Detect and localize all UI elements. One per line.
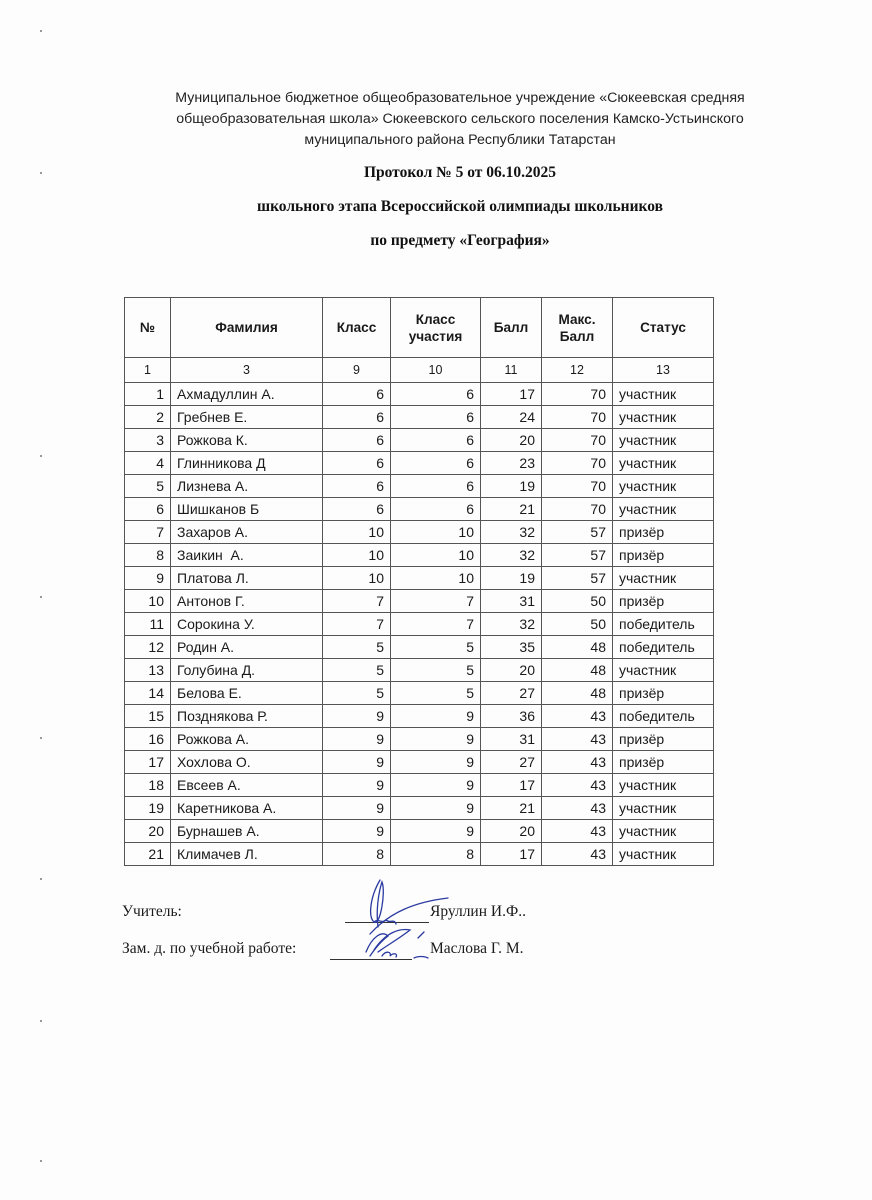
cell-number: 3 [125,429,171,452]
cell-max-score: 43 [542,797,613,820]
cell-score: 17 [481,843,542,866]
cell-status: участник [613,797,714,820]
col-index: 1 [125,358,171,383]
cell-max-score: 48 [542,682,613,705]
cell-participation-class: 6 [391,406,481,429]
scan-speck [40,172,42,174]
cell-class: 7 [323,613,391,636]
col-index: 10 [391,358,481,383]
cell-status: участник [613,406,714,429]
cell-participation-class: 10 [391,521,481,544]
scan-speck [40,596,42,598]
cell-max-score: 48 [542,636,613,659]
cell-participation-class: 9 [391,797,481,820]
cell-participation-class: 5 [391,682,481,705]
cell-surname: Гребнев Е. [171,406,323,429]
cell-status: победитель [613,613,714,636]
cell-number: 17 [125,751,171,774]
cell-participation-class: 6 [391,475,481,498]
protocol-title: Протокол № 5 от 06.10.2025 [363,164,557,181]
cell-number: 2 [125,406,171,429]
cell-status: призёр [613,682,714,705]
cell-score: 31 [481,728,542,751]
cell-number: 9 [125,567,171,590]
cell-number: 19 [125,797,171,820]
cell-number: 11 [125,613,171,636]
cell-max-score: 43 [542,820,613,843]
cell-score: 36 [481,705,542,728]
cell-number: 14 [125,682,171,705]
cell-surname: Родин А. [171,636,323,659]
cell-max-score: 70 [542,452,613,475]
col-header-class: Класс [323,298,391,358]
cell-number: 13 [125,659,171,682]
cell-surname: Сорокина У. [171,613,323,636]
col-index: 12 [542,358,613,383]
cell-surname: Антонов Г. [171,590,323,613]
cell-surname: Каретникова А. [171,797,323,820]
cell-max-score: 70 [542,383,613,406]
cell-max-score: 48 [542,659,613,682]
cell-score: 23 [481,452,542,475]
cell-score: 24 [481,406,542,429]
cell-max-score: 43 [542,751,613,774]
cell-surname: Захаров А. [171,521,323,544]
cell-surname: Белова Е. [171,682,323,705]
column-index-row [125,358,714,383]
cell-surname: Евсеев А. [171,774,323,797]
col-header-participation-class-label: Класс участия [408,311,463,344]
cell-status: участник [613,659,714,682]
cell-number: 21 [125,843,171,866]
cell-class: 10 [323,567,391,590]
cell-participation-class: 9 [391,774,481,797]
table-row [125,659,714,682]
cell-status: участник [613,498,714,521]
cell-max-score: 70 [542,475,613,498]
cell-status: победитель [613,705,714,728]
cell-number: 5 [125,475,171,498]
cell-status: участник [613,820,714,843]
cell-participation-class: 7 [391,613,481,636]
cell-score: 21 [481,498,542,521]
cell-status: призёр [613,521,714,544]
results-table [124,297,714,866]
cell-participation-class: 6 [391,383,481,406]
cell-number: 1 [125,383,171,406]
deputy-label: Зам. д. по учебной работе: [122,940,297,957]
cell-surname: Климачев Л. [171,843,323,866]
cell-status: призёр [613,751,714,774]
cell-participation-class: 5 [391,636,481,659]
cell-class: 7 [323,590,391,613]
table-row [125,544,714,567]
table-row [125,475,714,498]
col-header-score: Балл [481,298,542,358]
table-header-row [125,298,714,358]
cell-score: 20 [481,820,542,843]
cell-participation-class: 9 [391,705,481,728]
cell-score: 19 [481,567,542,590]
cell-score: 17 [481,383,542,406]
col-index: 3 [171,358,323,383]
subject-line: по предмету «География» [370,232,550,249]
cell-participation-class: 7 [391,590,481,613]
cell-surname: Заикин А. [171,544,323,567]
cell-score: 21 [481,797,542,820]
cell-class: 5 [323,659,391,682]
handwritten-signature-icon [330,872,450,972]
table-row [125,751,714,774]
scan-speck [40,1160,42,1162]
cell-status: призёр [613,590,714,613]
cell-score: 31 [481,590,542,613]
cell-number: 10 [125,590,171,613]
cell-surname: Платова Л. [171,567,323,590]
cell-participation-class: 6 [391,452,481,475]
table-row [125,797,714,820]
cell-score: 27 [481,751,542,774]
cell-score: 27 [481,682,542,705]
cell-surname: Рожкова А. [171,728,323,751]
cell-max-score: 43 [542,705,613,728]
cell-score: 20 [481,659,542,682]
cell-max-score: 70 [542,498,613,521]
table-row [125,452,714,475]
table-row [125,567,714,590]
cell-max-score: 57 [542,544,613,567]
cell-surname: Шишканов Б [171,498,323,521]
cell-class: 9 [323,751,391,774]
cell-class: 10 [323,521,391,544]
cell-number: 4 [125,452,171,475]
cell-participation-class: 9 [391,820,481,843]
scan-speck [40,455,42,457]
col-index: 13 [613,358,714,383]
table-row [125,406,714,429]
table-row [125,705,714,728]
cell-score: 17 [481,774,542,797]
table-row [125,429,714,452]
cell-status: участник [613,452,714,475]
cell-status: победитель [613,636,714,659]
cell-class: 6 [323,383,391,406]
scan-speck [40,1020,42,1022]
cell-score: 32 [481,521,542,544]
cell-class: 9 [323,797,391,820]
cell-class: 6 [323,452,391,475]
cell-number: 8 [125,544,171,567]
cell-participation-class: 5 [391,659,481,682]
table-row [125,843,714,866]
cell-surname: Позднякова Р. [171,705,323,728]
cell-surname: Лизнева А. [171,475,323,498]
cell-status: участник [613,774,714,797]
cell-participation-class: 10 [391,567,481,590]
cell-class: 9 [323,728,391,751]
cell-class: 6 [323,406,391,429]
cell-status: участник [613,383,714,406]
cell-surname: Глинникова Д [171,452,323,475]
cell-participation-class: 9 [391,728,481,751]
organization-header: Муниципальное бюджетное общеобразовательное учреждение «Сюкеевская средняя общеобразовательная школа» Сюкеевского сельского поселения Камско-Устьинского муниципального района Республики Татарстан [175,90,745,148]
col-header-max-score [542,298,613,358]
olympiad-stage: школьного этапа Всероссийской олимпиады школьников [257,198,663,215]
col-header-number: № [125,298,171,358]
cell-score: 19 [481,475,542,498]
cell-surname: Голубина Д. [171,659,323,682]
cell-score: 32 [481,613,542,636]
teacher-name: Яруллин И.Ф.. [430,903,526,920]
cell-surname: Ахмадуллин А. [171,383,323,406]
table-row [125,636,714,659]
cell-max-score: 70 [542,406,613,429]
table-row [125,774,714,797]
col-header-surname: Фамилия [171,298,323,358]
scan-speck [40,878,42,880]
deputy-name: Маслова Г. М. [430,940,524,957]
cell-score: 32 [481,544,542,567]
col-index: 11 [481,358,542,383]
cell-surname: Хохлова О. [171,751,323,774]
table-row [125,521,714,544]
cell-score: 20 [481,429,542,452]
cell-status: призёр [613,544,714,567]
cell-score: 35 [481,636,542,659]
table-row [125,590,714,613]
cell-max-score: 57 [542,521,613,544]
cell-status: участник [613,843,714,866]
table-row [125,383,714,406]
cell-status: призёр [613,728,714,751]
teacher-label: Учитель: [122,903,182,920]
cell-max-score: 43 [542,843,613,866]
cell-number: 12 [125,636,171,659]
cell-participation-class: 10 [391,544,481,567]
cell-status: участник [613,567,714,590]
cell-class: 5 [323,682,391,705]
table-row [125,820,714,843]
table-row [125,498,714,521]
table-row [125,682,714,705]
cell-status: участник [613,475,714,498]
cell-participation-class: 8 [391,843,481,866]
cell-class: 9 [323,774,391,797]
cell-class: 8 [323,843,391,866]
cell-surname: Рожкова К. [171,429,323,452]
cell-number: 15 [125,705,171,728]
table-row [125,613,714,636]
cell-surname: Бурнашев А. [171,820,323,843]
cell-number: 18 [125,774,171,797]
col-index: 9 [323,358,391,383]
cell-max-score: 50 [542,590,613,613]
cell-status: участник [613,429,714,452]
cell-participation-class: 6 [391,498,481,521]
col-header-participation-class [391,298,481,358]
cell-number: 16 [125,728,171,751]
scan-speck [40,30,42,32]
cell-max-score: 57 [542,567,613,590]
cell-class: 9 [323,705,391,728]
cell-class: 10 [323,544,391,567]
cell-class: 6 [323,475,391,498]
cell-class: 6 [323,429,391,452]
cell-participation-class: 9 [391,751,481,774]
cell-number: 7 [125,521,171,544]
cell-number: 20 [125,820,171,843]
cell-participation-class: 6 [391,429,481,452]
cell-max-score: 50 [542,613,613,636]
cell-max-score: 43 [542,728,613,751]
cell-max-score: 70 [542,429,613,452]
cell-max-score: 43 [542,774,613,797]
cell-number: 6 [125,498,171,521]
cell-class: 5 [323,636,391,659]
cell-class: 6 [323,498,391,521]
col-header-status: Статус [613,298,714,358]
cell-class: 9 [323,820,391,843]
scan-speck [40,737,42,739]
col-header-max-score-label: Макс. Балл [558,311,596,344]
table-row [125,728,714,751]
